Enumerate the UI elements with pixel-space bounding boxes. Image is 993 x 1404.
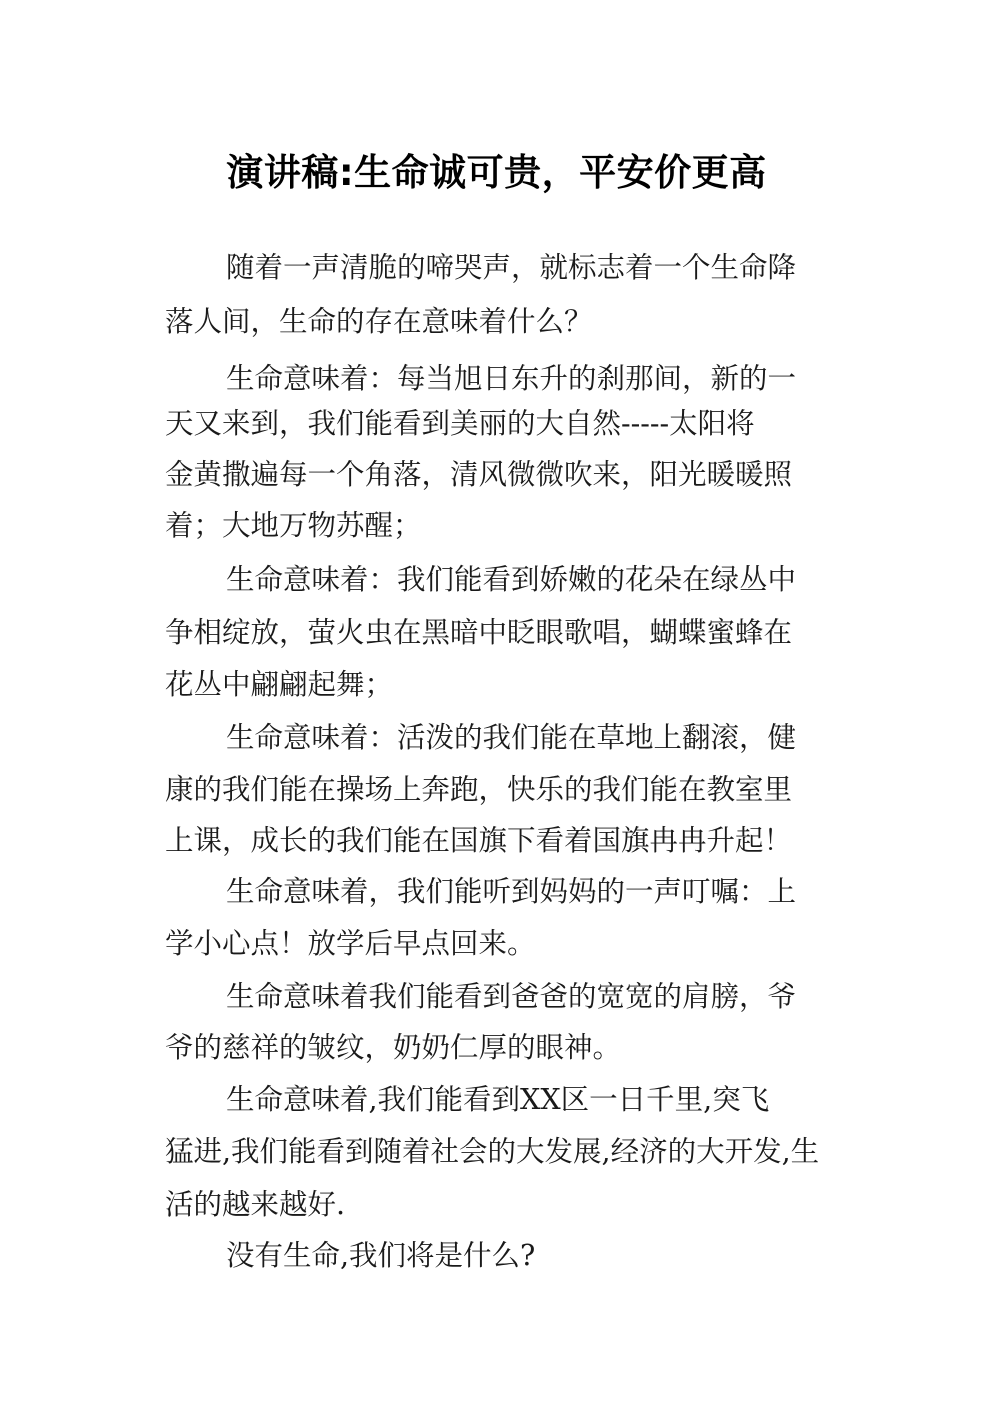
paragraph-3-line-3: 花丛中翩翩起舞； (165, 668, 394, 701)
paragraph-7-line-3: 活的越来越好. (165, 1188, 346, 1221)
paragraph-4-line-2: 康的我们能在操场上奔跑，快乐的我们能在教室里 (165, 773, 793, 806)
paragraph-1-line-1: 随着一声清脆的啼哭声，就标志着一个生命降 (226, 251, 797, 284)
paragraph-2-line-4: 着；大地万物苏醒； (165, 509, 422, 542)
paragraph-6-line-1: 生命意味着我们能看到爸爸的宽宽的肩膀，爷 (226, 980, 797, 1013)
paragraph-4-line-1: 生命意味着：活泼的我们能在草地上翻滚，健 (226, 721, 797, 754)
paragraph-5-line-1: 生命意味着，我们能听到妈妈的一声叮嘱：上 (226, 875, 797, 908)
paragraph-6-line-2: 爷的慈祥的皱纹，奶奶仁厚的眼神。 (165, 1031, 622, 1064)
paragraph-2-line-1: 生命意味着：每当旭日东升的刹那间，新的一 (226, 362, 797, 395)
paragraph-2-line-3: 金黄撒遍每一个角落，清风微微吹来，阳光暖暖照 (165, 458, 793, 491)
paragraph-2-line-2: 天又来到，我们能看到美丽的大自然-----太阳将 (165, 407, 755, 440)
paragraph-7-line-1: 生命意味着,我们能看到XX区一日千里,突飞 (226, 1083, 770, 1116)
paragraph-8-line-1: 没有生命,我们将是什么? (226, 1239, 536, 1272)
document-title: 演讲稿:生命诚可贵，平安价更高 (226, 150, 767, 194)
paragraph-3-line-2: 争相绽放，萤火虫在黑暗中眨眼歌唱，蝴蝶蜜蜂在 (165, 616, 793, 649)
paragraph-4-line-3: 上课，成长的我们能在国旗下看着国旗冉冉升起！ (165, 824, 793, 857)
paragraph-7-line-2: 猛进,我们能看到随着社会的大发展,经济的大开发,生 (165, 1135, 820, 1168)
paragraph-1-line-2: 落人间，生命的存在意味着什么？ (165, 305, 593, 338)
paragraph-5-line-2: 学小心点！放学后早点回来。 (165, 927, 536, 960)
paragraph-3-line-1: 生命意味着：我们能看到娇嫩的花朵在绿丛中 (226, 563, 797, 596)
